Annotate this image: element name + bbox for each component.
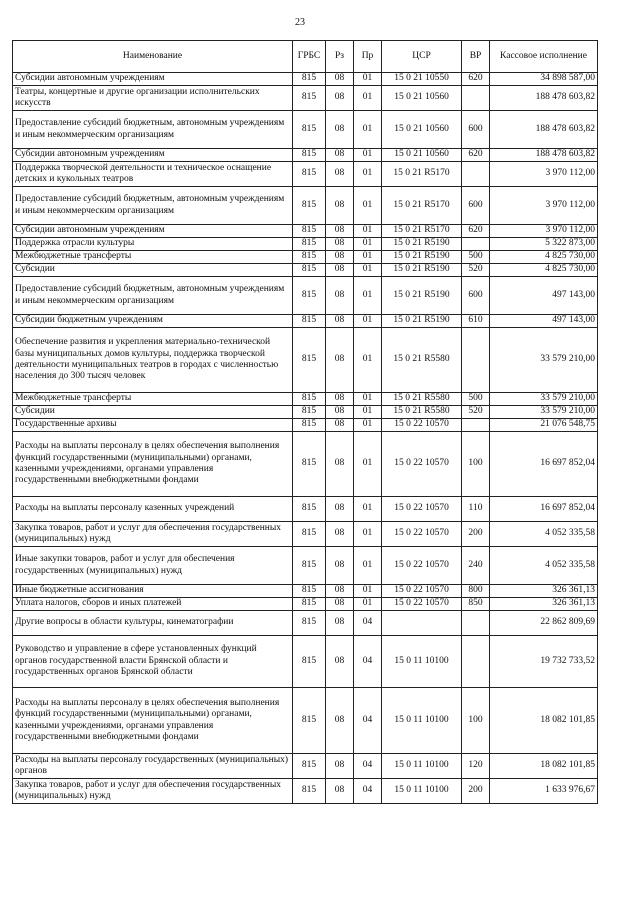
- cell-grbs: 815: [293, 432, 326, 497]
- cell-grbs: 815: [293, 225, 326, 238]
- header-csr: ЦСР: [382, 41, 462, 73]
- cell-name: Субсидии автономным учреждениям: [13, 225, 293, 238]
- cell-vr: 110: [462, 497, 490, 522]
- cell-csr: 15 0 21 R5170: [382, 162, 462, 187]
- cell-vr: 620: [462, 73, 490, 86]
- cell-csr: 15 0 11 10100: [382, 754, 462, 779]
- table-row: [13, 522, 598, 547]
- cell-csr: 15 0 11 10100: [382, 636, 462, 688]
- cell-amount: 326 361,13: [490, 598, 598, 611]
- header-pr: Пр: [354, 41, 382, 73]
- cell-pr: 01: [354, 393, 382, 406]
- cell-vr: 600: [462, 111, 490, 149]
- table-row: [13, 497, 598, 522]
- cell-amount: 3 970 112,00: [490, 225, 598, 238]
- cell-csr: 15 0 21 R5170: [382, 225, 462, 238]
- cell-pr: 01: [354, 547, 382, 585]
- cell-vr: 240: [462, 547, 490, 585]
- cell-amount: 4 052 335,58: [490, 522, 598, 547]
- cell-csr: 15 0 22 10570: [382, 432, 462, 497]
- cell-pr: 04: [354, 611, 382, 636]
- cell-vr: [462, 636, 490, 688]
- cell-name: Субсидии автономным учреждениям: [13, 149, 293, 162]
- table-row: [13, 393, 598, 406]
- cell-grbs: 815: [293, 238, 326, 251]
- table-row: [13, 328, 598, 393]
- cell-rz: 08: [326, 611, 354, 636]
- cell-pr: 01: [354, 406, 382, 419]
- cell-vr: 120: [462, 754, 490, 779]
- cell-csr: 15 0 21 10560: [382, 111, 462, 149]
- cell-csr: 15 0 22 10570: [382, 547, 462, 585]
- cell-amount: 19 732 733,52: [490, 636, 598, 688]
- cell-rz: 08: [326, 328, 354, 393]
- cell-csr: 15 0 22 10570: [382, 522, 462, 547]
- cell-rz: 08: [326, 238, 354, 251]
- cell-rz: 08: [326, 688, 354, 754]
- cell-pr: 01: [354, 149, 382, 162]
- cell-name: Межбюджетные трансферты: [13, 393, 293, 406]
- cell-csr: 15 0 21 R5580: [382, 328, 462, 393]
- header-amount: Кассовое исполнение: [490, 41, 598, 73]
- cell-csr: 15 0 21 R5190: [382, 277, 462, 315]
- cell-grbs: 815: [293, 315, 326, 328]
- cell-rz: 08: [326, 86, 354, 111]
- cell-vr: 520: [462, 406, 490, 419]
- cell-name: Поддержка отрасли культуры: [13, 238, 293, 251]
- cell-name: Руководство и управление в сфере установленных функций органов государственной власти Брянской области и государственных органов Брянской области: [13, 636, 293, 688]
- cell-amount: 18 082 101,85: [490, 688, 598, 754]
- cell-name: Другие вопросы в области культуры, кинематографии: [13, 611, 293, 636]
- cell-vr: [462, 611, 490, 636]
- table-row: [13, 611, 598, 636]
- cell-vr: 600: [462, 187, 490, 225]
- table-row: [13, 111, 598, 149]
- header-grbs: ГРБС: [293, 41, 326, 73]
- cell-grbs: 815: [293, 251, 326, 264]
- cell-vr: [462, 162, 490, 187]
- cell-rz: 08: [326, 585, 354, 598]
- cell-pr: 01: [354, 264, 382, 277]
- cell-grbs: 815: [293, 611, 326, 636]
- cell-rz: 08: [326, 315, 354, 328]
- page-number: 23: [295, 17, 305, 28]
- cell-grbs: 815: [293, 187, 326, 225]
- cell-pr: 01: [354, 86, 382, 111]
- table-row: [13, 162, 598, 187]
- cell-csr: 15 0 11 10100: [382, 779, 462, 804]
- cell-amount: 4 052 335,58: [490, 547, 598, 585]
- table-row: [13, 277, 598, 315]
- cell-pr: 01: [354, 238, 382, 251]
- table-row: [13, 149, 598, 162]
- cell-pr: 04: [354, 636, 382, 688]
- cell-name: Театры, концертные и другие организации исполнительских искусств: [13, 86, 293, 111]
- cell-pr: 01: [354, 432, 382, 497]
- cell-grbs: 815: [293, 636, 326, 688]
- cell-name: Расходы на выплаты персоналу казенных учреждений: [13, 497, 293, 522]
- cell-amount: 34 898 587,00: [490, 73, 598, 86]
- cell-grbs: 815: [293, 162, 326, 187]
- cell-pr: 01: [354, 598, 382, 611]
- cell-name: Субсидии автономным учреждениям: [13, 73, 293, 86]
- cell-vr: 500: [462, 393, 490, 406]
- cell-amount: 1 633 976,67: [490, 779, 598, 804]
- cell-grbs: 815: [293, 598, 326, 611]
- cell-vr: 800: [462, 585, 490, 598]
- cell-name: Расходы на выплаты персоналу в целях обеспечения выполнения функций государственными (муниципальными) органами, казенными учреждениями, органами управления государственными внебюджетными фондами: [13, 432, 293, 497]
- cell-name: Предоставление субсидий бюджетным, автономным учреждениям и иным некоммерческим организациям: [13, 277, 293, 315]
- cell-rz: 08: [326, 187, 354, 225]
- cell-pr: 01: [354, 225, 382, 238]
- table-row: [13, 754, 598, 779]
- cell-csr: 15 0 21 10560: [382, 149, 462, 162]
- table-row: [13, 688, 598, 754]
- cell-vr: [462, 328, 490, 393]
- cell-amount: 326 361,13: [490, 585, 598, 598]
- cell-grbs: 815: [293, 264, 326, 277]
- cell-csr: 15 0 21 R5190: [382, 264, 462, 277]
- cell-amount: 4 825 730,00: [490, 264, 598, 277]
- cell-rz: 08: [326, 277, 354, 315]
- cell-vr: 100: [462, 432, 490, 497]
- cell-csr: 15 0 11 10100: [382, 688, 462, 754]
- cell-csr: 15 0 21 R5170: [382, 187, 462, 225]
- cell-amount: 3 970 112,00: [490, 187, 598, 225]
- cell-amount: 188 478 603,82: [490, 86, 598, 111]
- cell-amount: 21 076 548,75: [490, 419, 598, 432]
- cell-grbs: 815: [293, 419, 326, 432]
- cell-grbs: 815: [293, 522, 326, 547]
- cell-grbs: 815: [293, 73, 326, 86]
- cell-pr: 01: [354, 315, 382, 328]
- cell-grbs: 815: [293, 328, 326, 393]
- cell-vr: [462, 86, 490, 111]
- cell-rz: 08: [326, 754, 354, 779]
- cell-grbs: 815: [293, 86, 326, 111]
- cell-vr: 200: [462, 779, 490, 804]
- cell-vr: 600: [462, 277, 490, 315]
- cell-rz: 08: [326, 636, 354, 688]
- cell-rz: 08: [326, 111, 354, 149]
- cell-pr: 04: [354, 754, 382, 779]
- cell-vr: 850: [462, 598, 490, 611]
- cell-amount: 33 579 210,00: [490, 406, 598, 419]
- cell-grbs: 815: [293, 547, 326, 585]
- cell-grbs: 815: [293, 585, 326, 598]
- cell-grbs: 815: [293, 277, 326, 315]
- cell-rz: 08: [326, 547, 354, 585]
- cell-name: Предоставление субсидий бюджетным, автономным учреждениям и иным некоммерческим организациям: [13, 111, 293, 149]
- cell-rz: 08: [326, 225, 354, 238]
- cell-name: Субсидии: [13, 264, 293, 277]
- table-row: [13, 238, 598, 251]
- cell-rz: 08: [326, 149, 354, 162]
- table-row: [13, 264, 598, 277]
- cell-name: Иные закупки товаров, работ и услуг для обеспечения государственных (муниципальных) нужд: [13, 547, 293, 585]
- table-row: [13, 547, 598, 585]
- cell-rz: 08: [326, 73, 354, 86]
- cell-rz: 08: [326, 598, 354, 611]
- cell-pr: 01: [354, 328, 382, 393]
- cell-grbs: 815: [293, 406, 326, 419]
- cell-amount: 188 478 603,82: [490, 149, 598, 162]
- budget-table: [12, 40, 598, 804]
- cell-csr: 15 0 21 R5580: [382, 393, 462, 406]
- cell-name: Расходы на выплаты персоналу в целях обеспечения выполнения функций государственными (муниципальными) органами, казенными учреждениями, органами управления государственными внебюджетными фондами: [13, 688, 293, 754]
- table-row: [13, 779, 598, 804]
- table-row: [13, 187, 598, 225]
- cell-amount: 18 082 101,85: [490, 754, 598, 779]
- cell-csr: 15 0 21 R5190: [382, 251, 462, 264]
- cell-grbs: 815: [293, 111, 326, 149]
- cell-amount: 188 478 603,82: [490, 111, 598, 149]
- table-header-row: [13, 41, 598, 73]
- cell-amount: 33 579 210,00: [490, 328, 598, 393]
- cell-rz: 08: [326, 264, 354, 277]
- cell-name: Закупка товаров, работ и услуг для обеспечения государственных (муниципальных) нужд: [13, 779, 293, 804]
- cell-pr: 01: [354, 522, 382, 547]
- cell-csr: 15 0 22 10570: [382, 598, 462, 611]
- cell-grbs: 815: [293, 688, 326, 754]
- cell-grbs: 815: [293, 393, 326, 406]
- cell-name: Закупка товаров, работ и услуг для обеспечения государственных (муниципальных) нужд: [13, 522, 293, 547]
- cell-rz: 08: [326, 162, 354, 187]
- cell-vr: 520: [462, 264, 490, 277]
- cell-amount: 16 697 852,04: [490, 432, 598, 497]
- table-row: [13, 73, 598, 86]
- cell-pr: 04: [354, 779, 382, 804]
- cell-pr: 01: [354, 419, 382, 432]
- cell-csr: 15 0 21 10560: [382, 86, 462, 111]
- cell-name: Поддержка творческой деятельности и техническое оснащение детских и кукольных театров: [13, 162, 293, 187]
- cell-rz: 08: [326, 432, 354, 497]
- cell-pr: 01: [354, 277, 382, 315]
- cell-grbs: 815: [293, 497, 326, 522]
- cell-rz: 08: [326, 497, 354, 522]
- cell-amount: 497 143,00: [490, 315, 598, 328]
- cell-name: Государственные архивы: [13, 419, 293, 432]
- header-name: Наименование: [13, 41, 293, 73]
- cell-pr: 01: [354, 497, 382, 522]
- cell-rz: 08: [326, 393, 354, 406]
- table-row: [13, 419, 598, 432]
- cell-pr: 04: [354, 688, 382, 754]
- cell-csr: 15 0 21 R5190: [382, 238, 462, 251]
- table-row: [13, 406, 598, 419]
- cell-csr: [382, 611, 462, 636]
- cell-csr: 15 0 21 10550: [382, 73, 462, 86]
- cell-rz: 08: [326, 406, 354, 419]
- cell-vr: 500: [462, 251, 490, 264]
- cell-csr: 15 0 21 R5190: [382, 315, 462, 328]
- cell-name: Обеспечение развития и укрепления материально-технической базы муниципальных домов культуры, поддержка творческой деятельности муниципальных театров в городах с численностью населения до 300 тысяч человек: [13, 328, 293, 393]
- cell-vr: 100: [462, 688, 490, 754]
- cell-name: Иные бюджетные ассигнования: [13, 585, 293, 598]
- cell-name: Уплата налогов, сборов и иных платежей: [13, 598, 293, 611]
- header-rz: Рз: [326, 41, 354, 73]
- cell-amount: 33 579 210,00: [490, 393, 598, 406]
- table-row: [13, 315, 598, 328]
- table-row: [13, 86, 598, 111]
- cell-pr: 01: [354, 111, 382, 149]
- cell-rz: 08: [326, 779, 354, 804]
- cell-amount: 5 322 873,00: [490, 238, 598, 251]
- cell-amount: 3 970 112,00: [490, 162, 598, 187]
- table-row: [13, 225, 598, 238]
- cell-pr: 01: [354, 585, 382, 598]
- cell-pr: 01: [354, 73, 382, 86]
- cell-amount: 16 697 852,04: [490, 497, 598, 522]
- cell-pr: 01: [354, 187, 382, 225]
- cell-grbs: 815: [293, 779, 326, 804]
- cell-name: Расходы на выплаты персоналу государственных (муниципальных) органов: [13, 754, 293, 779]
- cell-name: Межбюджетные трансферты: [13, 251, 293, 264]
- cell-rz: 08: [326, 251, 354, 264]
- cell-rz: 08: [326, 522, 354, 547]
- cell-vr: 610: [462, 315, 490, 328]
- table-row: [13, 251, 598, 264]
- cell-vr: 620: [462, 225, 490, 238]
- cell-csr: 15 0 22 10570: [382, 497, 462, 522]
- cell-amount: 497 143,00: [490, 277, 598, 315]
- cell-csr: 15 0 21 R5580: [382, 406, 462, 419]
- cell-grbs: 815: [293, 754, 326, 779]
- cell-vr: 620: [462, 149, 490, 162]
- cell-amount: 22 862 809,69: [490, 611, 598, 636]
- cell-rz: 08: [326, 419, 354, 432]
- cell-vr: 200: [462, 522, 490, 547]
- cell-grbs: 815: [293, 149, 326, 162]
- table-row: [13, 636, 598, 688]
- cell-pr: 01: [354, 162, 382, 187]
- table-row: [13, 432, 598, 497]
- cell-name: Субсидии: [13, 406, 293, 419]
- cell-vr: [462, 238, 490, 251]
- table-row: [13, 598, 598, 611]
- table-row: [13, 585, 598, 598]
- cell-name: Предоставление субсидий бюджетным, автономным учреждениям и иным некоммерческим организациям: [13, 187, 293, 225]
- cell-name: Субсидии бюджетным учреждениям: [13, 315, 293, 328]
- cell-amount: 4 825 730,00: [490, 251, 598, 264]
- cell-csr: 15 0 22 10570: [382, 419, 462, 432]
- cell-pr: 01: [354, 251, 382, 264]
- cell-csr: 15 0 22 10570: [382, 585, 462, 598]
- header-vr: ВР: [462, 41, 490, 73]
- cell-vr: [462, 419, 490, 432]
